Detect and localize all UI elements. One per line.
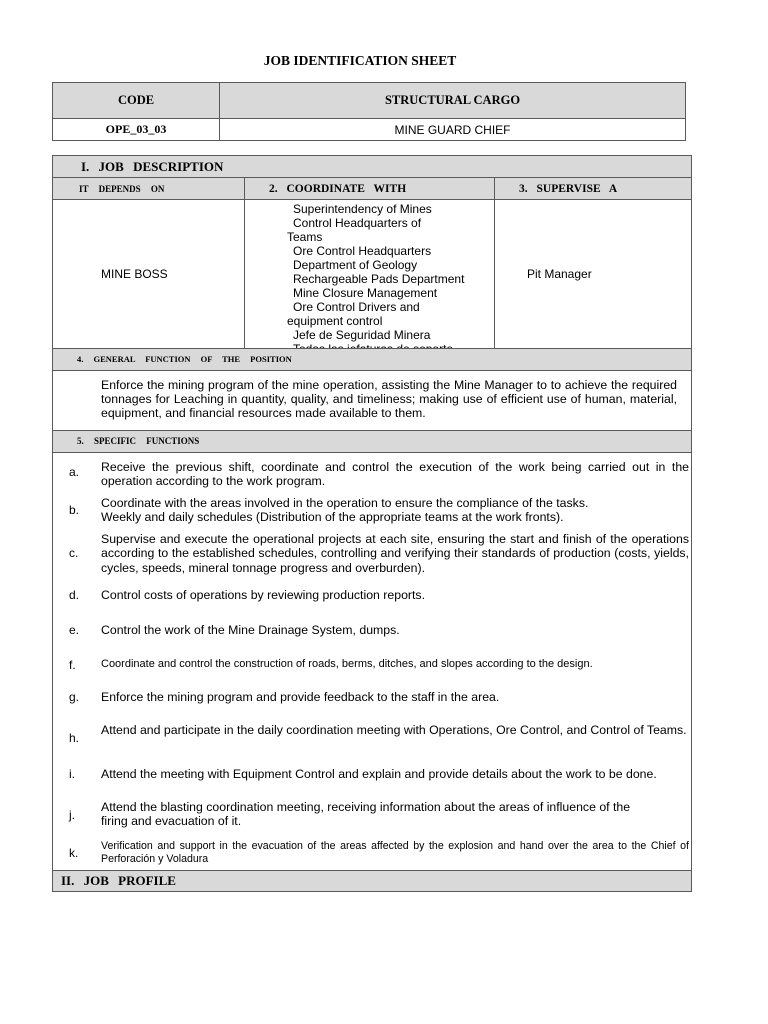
section-specific-functions-heading bbox=[52, 430, 692, 453]
item-text-continued: Weekly and daily schedules (Distribution of the appropriate teams at the work fronts). bbox=[101, 510, 564, 524]
list-item: Department of Geology bbox=[293, 258, 418, 272]
item-letter: b. bbox=[69, 503, 80, 517]
code-label: CODE bbox=[53, 83, 220, 119]
coordinate-with-header: 2. COORDINATE WITH bbox=[245, 178, 495, 200]
job-description-table bbox=[52, 177, 692, 349]
header-table bbox=[52, 82, 686, 141]
cargo-label: STRUCTURAL CARGO bbox=[220, 83, 686, 119]
item-text-continued: firing and evacuation of it. bbox=[101, 814, 242, 828]
section-heading-text: I. JOB DESCRIPTION bbox=[81, 159, 224, 174]
coordinate-with-cell bbox=[245, 200, 495, 349]
section-heading-text: 4. GENERAL FUNCTION OF THE POSITION bbox=[77, 354, 292, 364]
item-text: Supervise and execute the operational projects at each site, ensuring the start and finish of the operations according to the established schedules, controlling and verifying their standards of production (costs, yields, cycles, speeds, mineral tonnage progress and overburden). bbox=[101, 532, 689, 575]
list-item: Mine Closure Management bbox=[293, 286, 438, 300]
document-title: JOB IDENTIFICATION SHEET bbox=[263, 53, 457, 68]
list-item: Superintendency of Mines bbox=[293, 202, 432, 216]
item-letter: c. bbox=[69, 546, 79, 560]
item-letter: e. bbox=[69, 623, 80, 637]
list-item: Rechargeable Pads Department bbox=[293, 272, 465, 286]
section-job-profile-heading bbox=[52, 870, 692, 892]
section-general-function-heading bbox=[52, 348, 692, 371]
depends-on-header: IT DEPENDS ON bbox=[53, 178, 245, 200]
item-letter: h. bbox=[69, 731, 80, 745]
supervise-header: 3. SUPERVISE A bbox=[495, 178, 692, 200]
item-text: Receive the previous shift, coordinate and control the execution of the work being carried out in the operation according to the work program. bbox=[101, 460, 689, 489]
general-function-box bbox=[52, 370, 692, 431]
list-item: Ore Control Headquarters bbox=[293, 244, 432, 258]
list-item: Teams bbox=[287, 230, 323, 244]
section-heading-text: II. JOB PROFILE bbox=[61, 873, 176, 888]
item-letter: d. bbox=[69, 588, 80, 602]
item-letter: g. bbox=[69, 690, 80, 704]
item-text: Verification and support in the evacuation of the areas affected by the explosion and hand over the area to the Chief of Perforación y Voladura bbox=[101, 840, 689, 865]
item-text: Coordinate and control the construction of roads, berms, ditches, and slopes according to the design. bbox=[101, 658, 593, 670]
item-letter: i. bbox=[69, 767, 75, 781]
list-item: Jefe de Seguridad Minera bbox=[293, 328, 431, 342]
item-letter: j. bbox=[69, 808, 75, 822]
list-item: Control Headquarters of bbox=[293, 216, 422, 230]
item-text: Control the work of the Mine Drainage System, dumps. bbox=[101, 623, 400, 637]
item-letter: k. bbox=[69, 846, 79, 860]
coordinate-with-list bbox=[245, 202, 494, 348]
item-text: Attend the meeting with Equipment Control and explain and provide details about the work to be done. bbox=[101, 767, 657, 781]
item-letter: f. bbox=[69, 658, 76, 672]
list-item: Ore Control Drivers and bbox=[293, 300, 420, 314]
supervise-value: Pit Manager bbox=[495, 200, 692, 349]
item-text: Attend the blasting coordination meeting, receiving information about the areas of influence of the bbox=[101, 800, 631, 814]
cargo-value: MINE GUARD CHIEF bbox=[220, 119, 686, 141]
code-value: OPE_03_03 bbox=[53, 119, 220, 141]
item-text: Control costs of operations by reviewing production reports. bbox=[101, 588, 425, 602]
section-heading-text: 5. SPECIFIC FUNCTIONS bbox=[77, 436, 200, 446]
list-item: equipment control bbox=[287, 314, 383, 328]
item-text: Enforce the mining program and provide feedback to the staff in the area. bbox=[101, 690, 500, 704]
section-job-description-heading bbox=[52, 155, 692, 178]
item-text: Attend and participate in the daily coordination meeting with Operations, Ore Control, and Control of Teams. bbox=[101, 723, 687, 737]
general-function-text: Enforce the mining program of the mine operation, assisting the Mine Manager to to achieve the required tonnages for Leaching in quantity, quality, and timeliness; making use of efficient use of human, material, equipment, and financial resources made available to them. bbox=[101, 378, 677, 420]
depends-on-value: MINE BOSS bbox=[53, 200, 245, 349]
item-letter: a. bbox=[69, 465, 80, 479]
specific-functions-list bbox=[52, 452, 692, 871]
item-text: Coordinate with the areas involved in the operation to ensure the compliance of the tasks. bbox=[101, 496, 589, 510]
